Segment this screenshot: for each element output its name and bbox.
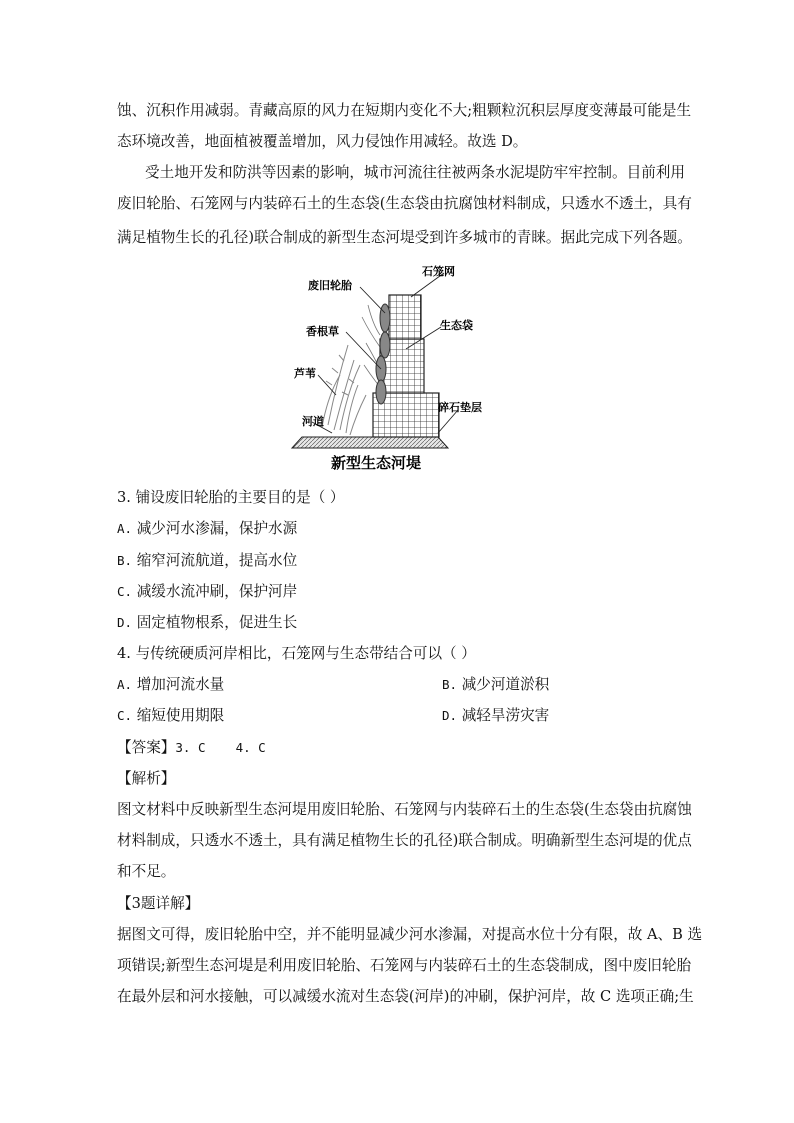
paragraph-line: 态环境改善，地面植被覆盖增加，风力侵蚀作用减轻。故选 D。 (117, 133, 528, 150)
analysis-line: 图文材料中反映新型生态河堤用废旧轮胎、石笼网与内装碎石土的生态袋(生态袋由抗腐蚀 (117, 801, 692, 818)
option-key: D. (442, 708, 458, 723)
option-text: 缩短使用期限 (136, 707, 225, 724)
detail-line: 据图文可得，废旧轮胎中空，并不能明显减少河水渗漏，对提高水位十分有限，故 A、B 选 (117, 926, 703, 943)
label-tire: 废旧轮胎 (308, 279, 352, 292)
option-text: 减少河水渗漏，保护水源 (136, 520, 298, 537)
label-gabion: 石笼网 (422, 265, 455, 278)
q4-option-b (442, 675, 549, 695)
answer-line (117, 738, 679, 758)
option-text: 增加河流水量 (136, 676, 225, 693)
option-key: A. (117, 677, 133, 692)
label-river: 河道 (302, 415, 324, 428)
paragraph-line: 废旧轮胎、石笼网与内装碎石土的生态袋(生态袋由抗腐蚀材料制成，只透水不透土，具有 (117, 195, 692, 212)
question-4-stem: 4. 与传统硬质河岸相比，石笼网与生态带结合可以（ ） (117, 645, 476, 662)
q4-option-a (117, 675, 224, 695)
label-eco-bag: 生态袋 (440, 319, 473, 332)
q4-option-d (442, 706, 549, 726)
answer-tag: 【答案】 (117, 739, 176, 756)
option-text: 减缓水流冲刷，保护河岸 (136, 583, 298, 600)
option-text: 减少河道淤积 (461, 676, 550, 693)
detail-line: 项错误;新型生态河堤是利用废旧轮胎、石笼网与内装碎石土的生态袋制成，图中废旧轮胎 (117, 957, 692, 974)
option-text: 减轻旱涝灾害 (461, 707, 550, 724)
gravel-layer (292, 437, 448, 448)
detail-3-tag: 【3题详解】 (117, 895, 200, 912)
option-key: C. (117, 584, 133, 599)
label-reed: 芦苇 (294, 367, 316, 380)
option-key: B. (442, 677, 458, 692)
reed-grass-icon (322, 345, 366, 435)
paragraph-line: 受土地开发和防洪等因素的影响，城市河流往往被两条水泥堤防牢牢控制。目前利用 (145, 164, 685, 181)
analysis-tag: 【解析】 (117, 770, 176, 787)
q3-option-d (117, 613, 297, 633)
label-gravel: 碎石垫层 (438, 401, 482, 414)
q4-option-c (117, 706, 224, 726)
q3-option-c (117, 582, 297, 602)
option-key: D. (117, 615, 133, 630)
embankment-figure (288, 265, 482, 477)
question-3-stem: 3. 铺设废旧轮胎的主要目的是（ ） (117, 489, 345, 506)
option-text: 固定植物根系，促进生长 (136, 614, 298, 631)
paragraph-line: 蚀、沉积作用减弱。青藏高原的风力在短期内变化不大;粗颗粒沉积层厚度变薄最可能是生 (117, 102, 692, 119)
detail-line: 在最外层和河水接触，可以减缓水流对生态袋(河岸)的冲刷，保护河岸，故 C 选项正确;生 (117, 988, 694, 1005)
analysis-line: 材料制成，只透水不透土，具有满足植物生长的孔径)联合制成。明确新型生态河堤的优点 (117, 832, 692, 849)
option-key: B. (117, 553, 133, 568)
option-text: 缩窄河流航道，提高水位 (136, 552, 298, 569)
q3-option-a (117, 519, 297, 539)
figure-caption: 新型生态河堤 (330, 454, 422, 472)
option-key: C. (117, 708, 133, 723)
option-key: A. (117, 521, 133, 536)
label-vetiver: 香根草 (306, 325, 339, 338)
analysis-line: 和不足。 (117, 863, 176, 880)
gabion-block (389, 295, 421, 339)
q3-option-b (117, 551, 297, 571)
paragraph-line: 满足植物生长的孔径)联合制成的新型生态河堤受到许多城市的青睐。据此完成下列各题。 (117, 229, 692, 246)
answer-text: 3. C 4. C (175, 740, 266, 755)
